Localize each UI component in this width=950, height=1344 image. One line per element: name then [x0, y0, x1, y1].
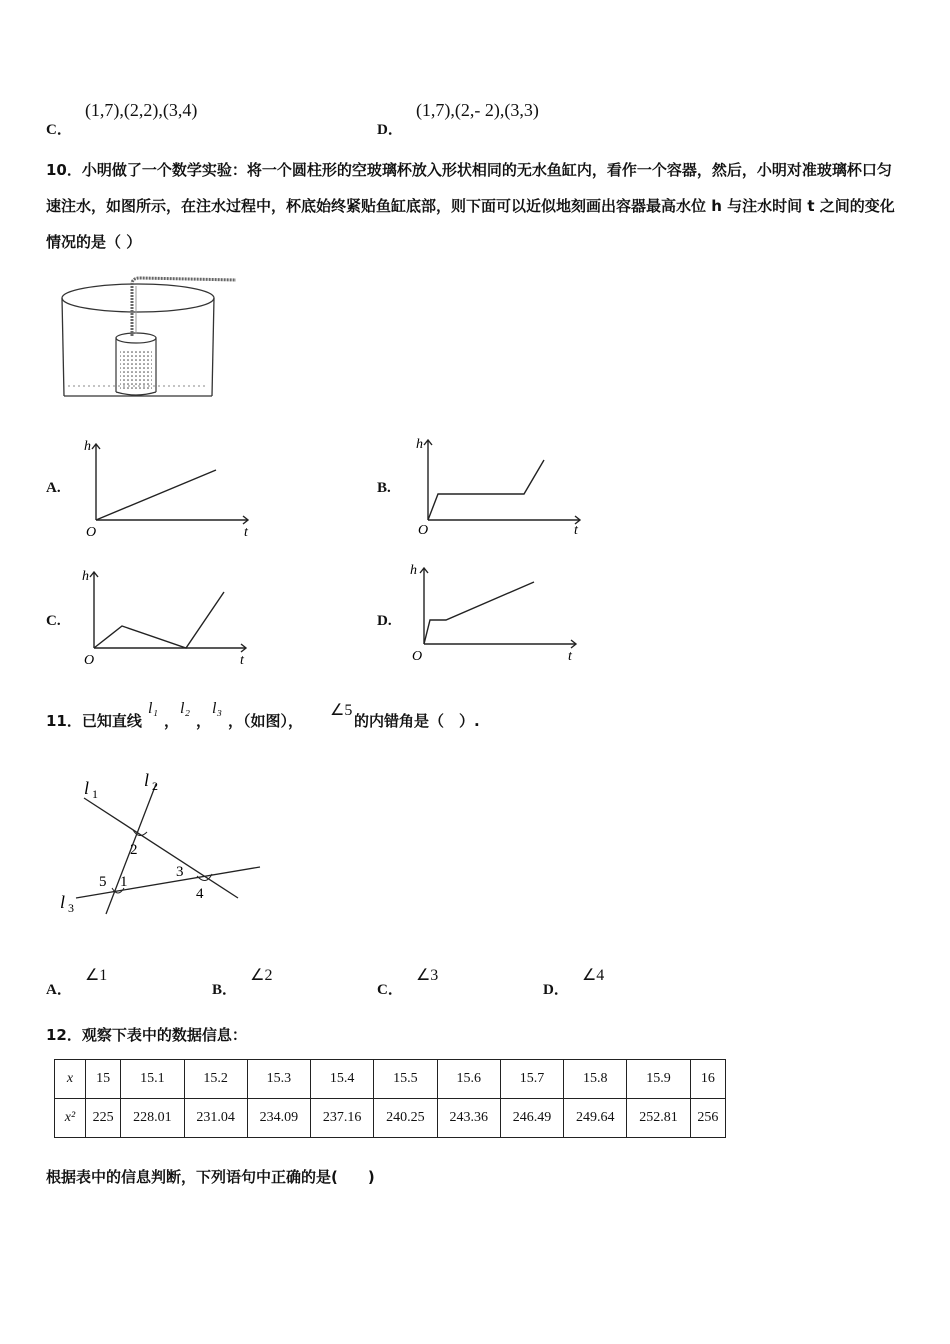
q11-mid: ，（如图）， — [228, 712, 304, 730]
option-letter: C． — [46, 122, 72, 138]
axis-origin-label: O — [418, 523, 429, 538]
table-cell: 15.2 — [184, 1060, 247, 1099]
q10-graph-d[interactable] — [408, 560, 588, 666]
label-l2: l — [144, 770, 150, 790]
q11-prefix: 11．已知直线 — [46, 712, 142, 730]
row-header-x2: x² — [55, 1099, 86, 1138]
q10-question-text: 10．小明做了一个数学实验：将一个圆柱形的空玻璃杯放入形状相同的无水鱼缸内，看作一个容器，然后，小明对准玻璃杯口匀速注水，如图所示，在注水过程中，杯底始终紧贴鱼缸底部，则下面可以近似地刻画出容器最高水位 h 与注水时间 t 之间的变化情况的是（ ） — [46, 161, 895, 251]
axis-origin-label: O — [412, 649, 423, 664]
q10-tank-figure — [50, 274, 240, 406]
q11-suffix: 的内错角是（ ）. — [354, 712, 480, 730]
axis-t-label: t — [568, 649, 572, 664]
option-value: ∠2 — [250, 967, 273, 984]
q11-separator: ， — [164, 712, 180, 730]
q12-data-table — [54, 1059, 726, 1138]
q11-option-a[interactable] — [46, 964, 108, 998]
axis-origin-label: O — [84, 653, 95, 668]
q11-option-b[interactable] — [212, 964, 273, 998]
option-letter: D． — [543, 982, 569, 998]
axis-t-label: t — [574, 523, 578, 538]
table-row-x — [55, 1060, 726, 1099]
axis-origin-label: O — [86, 525, 97, 540]
q11-angle5: ∠5 — [330, 702, 353, 719]
q11-separator: ， — [196, 712, 212, 730]
table-cell: 15.3 — [247, 1060, 310, 1099]
table-cell: 15 — [86, 1060, 121, 1099]
option-letter: C． — [377, 982, 403, 998]
table-cell: 15.9 — [627, 1060, 690, 1099]
q11-lines-figure — [54, 762, 268, 920]
label-l3-sub: 3 — [68, 901, 74, 915]
option-value: ∠3 — [415, 967, 439, 984]
table-cell: 256 — [690, 1099, 725, 1138]
table-cell: 252.81 — [627, 1099, 690, 1138]
table-cell: 15.4 — [311, 1060, 374, 1099]
axis-h-label: h — [410, 563, 417, 578]
option-value: (1,7),(2,2),(3,4) — [84, 100, 198, 120]
axis-h-label: h — [84, 439, 91, 454]
option-letter: B． — [212, 982, 238, 998]
table-row-x2 — [55, 1099, 726, 1138]
q10-option-c-label[interactable]: C. — [46, 613, 61, 629]
q10-graph-b[interactable] — [412, 432, 592, 540]
q11-l1: l₁ — [148, 700, 159, 717]
table-cell: 15.1 — [121, 1060, 184, 1099]
q12-question-text: 12．观察下表中的数据信息： — [46, 1026, 247, 1044]
table-cell: 15.7 — [500, 1060, 563, 1099]
angle-label-1: 1 — [120, 874, 128, 890]
angle-label-3: 3 — [176, 864, 184, 880]
table-cell: 16 — [690, 1060, 725, 1099]
q11-option-d[interactable] — [543, 964, 605, 998]
axis-t-label: t — [244, 525, 248, 540]
q10-option-d-label[interactable]: D. — [377, 613, 392, 629]
option-value: ∠4 — [581, 967, 605, 984]
table-cell: 243.36 — [437, 1099, 500, 1138]
q11-option-c[interactable] — [377, 964, 439, 998]
table-cell: 15.5 — [374, 1060, 437, 1099]
q9-option-c[interactable] — [46, 100, 198, 138]
q12-followup-text: 根据表中的信息判断，下列语句中正确的是( ) — [46, 1168, 375, 1186]
angle-label-2: 2 — [130, 842, 138, 858]
q11-question-text — [46, 700, 906, 736]
label-l2-sub: 2 — [152, 779, 158, 793]
table-cell: 237.16 — [311, 1099, 374, 1138]
q11-l3: l₃ — [212, 700, 223, 717]
q11-l2: l₂ — [180, 700, 191, 717]
option-value: ∠1 — [84, 967, 108, 984]
table-cell: 231.04 — [184, 1099, 247, 1138]
option-letter: A． — [46, 982, 72, 998]
q10-graph-a[interactable] — [80, 436, 260, 542]
q10-graph-c[interactable] — [78, 564, 258, 670]
label-l1: l — [84, 778, 90, 798]
axis-h-label: h — [82, 569, 89, 584]
label-l3: l — [60, 892, 66, 912]
label-l1-sub: 1 — [92, 787, 98, 801]
table-cell: 225 — [86, 1099, 121, 1138]
table-cell: 15.8 — [564, 1060, 627, 1099]
angle-label-5: 5 — [99, 874, 107, 890]
q9-option-d[interactable] — [377, 100, 539, 138]
option-letter: D． — [377, 122, 403, 138]
axis-h-label: h — [416, 437, 423, 452]
row-header-x: x — [55, 1060, 86, 1099]
q10-option-a-label[interactable]: A. — [46, 480, 61, 496]
q10-option-b-label[interactable]: B. — [377, 480, 391, 496]
table-cell: 246.49 — [500, 1099, 563, 1138]
table-cell: 228.01 — [121, 1099, 184, 1138]
table-cell: 249.64 — [564, 1099, 627, 1138]
table-cell: 15.6 — [437, 1060, 500, 1099]
table-cell: 234.09 — [247, 1099, 310, 1138]
option-value: (1,7),(2,- 2),(3,3) — [415, 100, 539, 120]
angle-label-4: 4 — [196, 886, 204, 902]
table-cell: 240.25 — [374, 1099, 437, 1138]
axis-t-label: t — [240, 653, 244, 668]
